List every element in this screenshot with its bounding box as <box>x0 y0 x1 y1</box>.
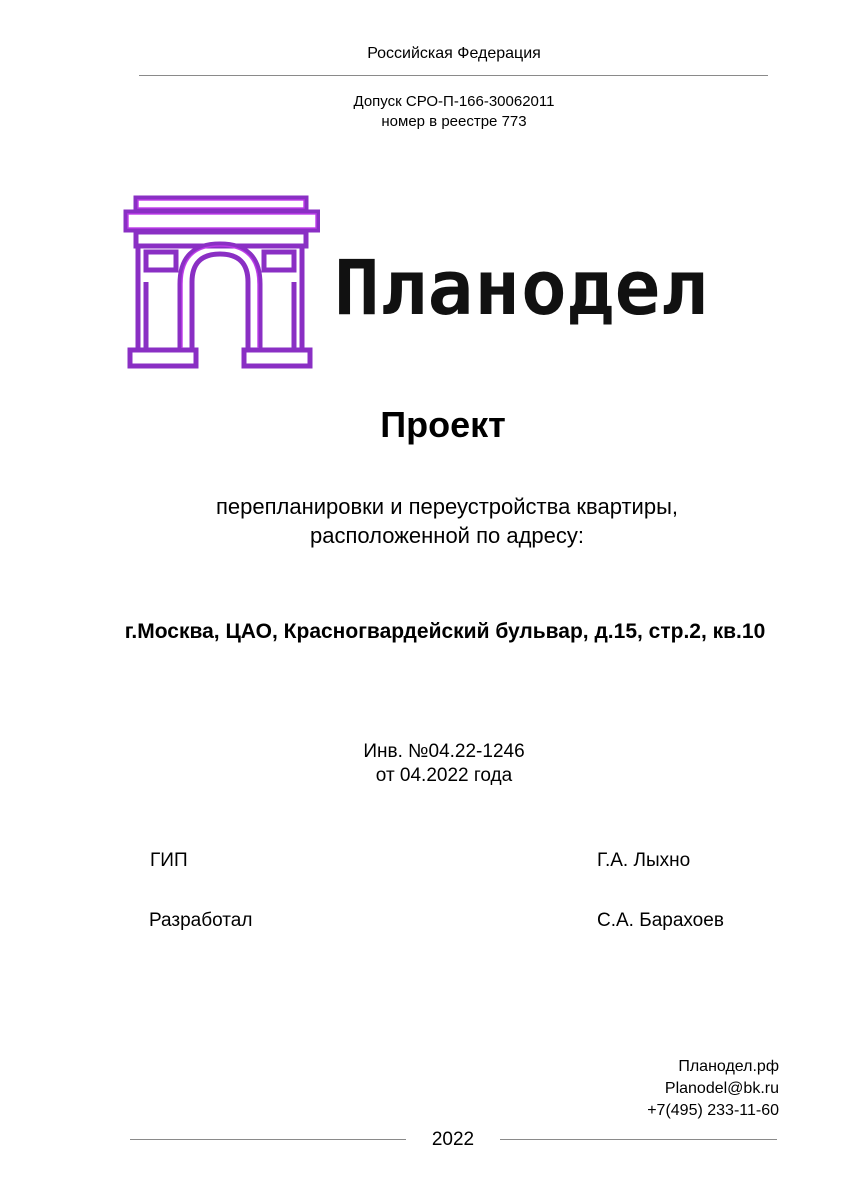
signature-role-developer: Разработал <box>149 910 253 931</box>
project-description <box>0 492 848 550</box>
document-year: 2022 <box>431 1129 475 1150</box>
project-description-line1: перепланировки и переустройства квартиры, <box>215 494 679 519</box>
project-description-line2: расположенной по адресу: <box>309 523 584 548</box>
country-header: Российская Федерация <box>367 45 541 62</box>
contact-phone: +7(495) 233-11-60 <box>647 1102 779 1119</box>
signature-name-chief-engineer: Г.А. Лыхно <box>597 850 691 871</box>
triumphal-arch-icon <box>120 192 320 372</box>
inventory-date: от 04.2022 года <box>375 765 513 786</box>
inventory-number: Инв. №04.22-1246 <box>363 741 525 762</box>
inventory-block <box>0 740 848 788</box>
signature-role-chief-engineer: ГИП <box>150 850 188 871</box>
sro-permit-block <box>0 92 848 132</box>
property-address: г.Москва, ЦАО, Красногвардейский бульвар, д.15, стр.2, кв.10 <box>124 620 766 643</box>
logo-wordmark: Планодел <box>334 243 709 332</box>
contacts-block <box>647 1056 779 1122</box>
contact-website: Планодел.рф <box>678 1058 779 1075</box>
sro-permit-number: Допуск СРО-П-166-30062011 <box>353 93 555 110</box>
contact-email: Planodel@bk.ru <box>664 1080 779 1097</box>
registry-number: номер в реестре 773 <box>381 113 527 130</box>
bottom-divider-left <box>130 1139 406 1140</box>
signature-name-developer: С.А. Барахоев <box>597 910 724 931</box>
bottom-divider-right <box>500 1139 777 1140</box>
top-divider <box>139 75 768 76</box>
document-title: Проект <box>380 404 506 445</box>
